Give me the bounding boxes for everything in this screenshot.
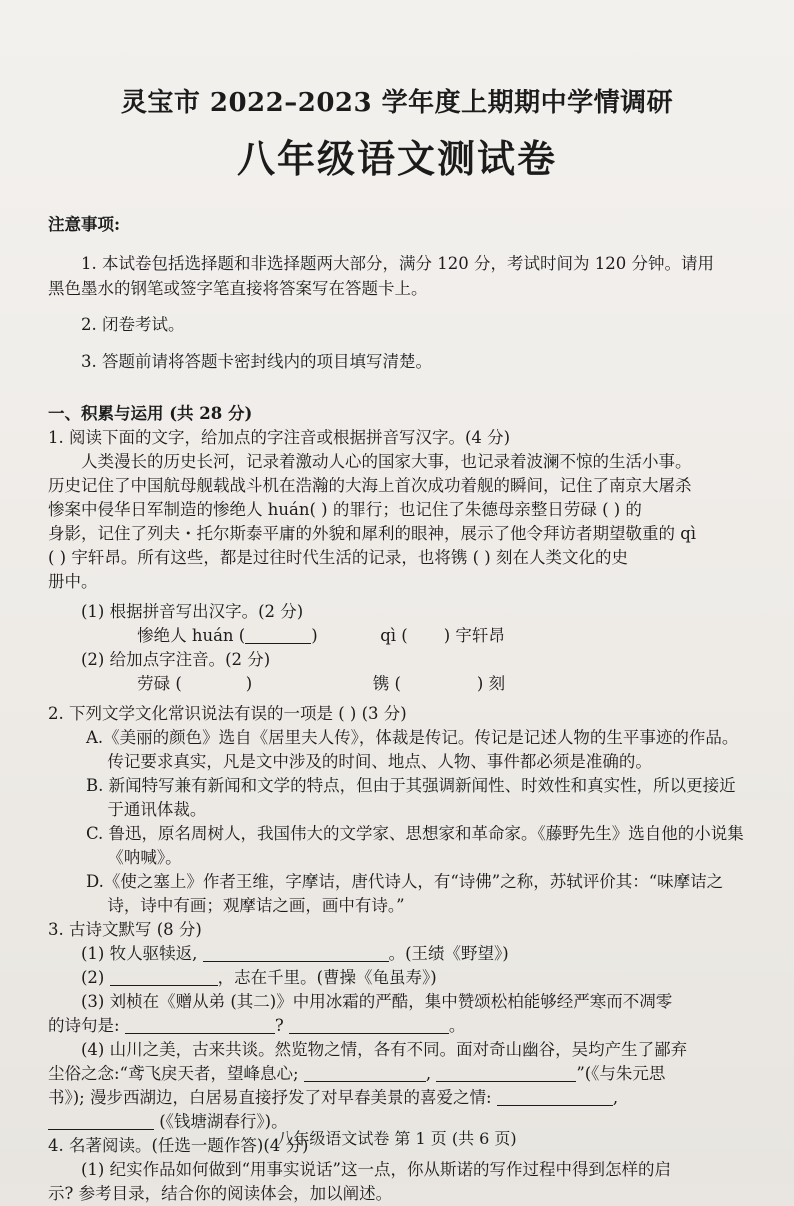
q2-stem: 2. 下列文学文化常识说法有误的一项是 ( ) (3 分) — [48, 704, 407, 723]
q1-stem: 1. 阅读下面的文字，给加点的字注音或根据拼音写汉字。(4 分) — [48, 428, 511, 447]
q1-passage-line: 惨案中侵华日军制造的惨绝人 huán( ) 的罪行；也记住了朱德母亲整日劳碌 ( ) 的 — [48, 500, 642, 519]
q1-sub2-a-label: 劳碌 ( — [137, 674, 182, 693]
q3-l1-text: (1) 牧人驱犊返, — [81, 944, 198, 963]
q1-passage-line: 人类漫长的历史长河，记录着激动人心的国家大事，也记录着波澜不惊的生活小事。 — [81, 452, 692, 471]
q2-option-a[interactable]: A.《美丽的颜色》选自《居里夫人传》，体裁是传记。传记是记述人物的生平事迹的作品。传记要求真实，凡是文中涉及的时间、地点、人物、事件都必须是准确的。 — [85, 728, 739, 771]
q3-line4c — [48, 1086, 746, 1110]
q3-line3b — [48, 1014, 746, 1038]
q2-option-b[interactable]: B. 新闻特写兼有新闻和文学的特点，但由于其强调新闻性、时效性和真实性，所以更接近于通讯体裁。 — [85, 776, 736, 819]
q3-l4-text2: 书》); 漫步西湖边，白居易直接抒发了对早春美景的喜爱之情: — [48, 1088, 492, 1107]
q3-line3a: (3) 刘桢在《赠从弟 (其二)》中用冰霜的严酷，集中赞颂松柏能够经严寒而不凋零 — [81, 992, 673, 1011]
q1-passage-line: 册中。 — [48, 572, 98, 591]
exam-content — [48, 213, 746, 1206]
q1-sub2-b-end: ) 刻 — [476, 674, 506, 693]
q3-line1 — [48, 942, 746, 966]
q3-l4-comma: , — [425, 1064, 432, 1083]
q3-l3-blank2[interactable] — [289, 1015, 449, 1034]
q1-sub1-answers — [48, 624, 746, 648]
q3-l2-blank[interactable] — [110, 967, 218, 986]
q3-line2 — [48, 966, 746, 990]
notes-item-1b: 黑色墨水的钢笔或签字笔直接将答案写在答题卡上。 — [48, 279, 428, 298]
notes-item-1a: 1. 本试卷包括选择题和非选择题两大部分，满分 120 分，考试时间为 120 分钟。请用 — [81, 254, 714, 273]
q3-l3-blank1[interactable] — [125, 1015, 275, 1034]
q3-l1-blank[interactable] — [203, 943, 389, 962]
q1-sub1-a-blank[interactable] — [245, 625, 311, 644]
q3-l3-label: 的诗句是: — [48, 1016, 120, 1035]
q3-l1-source: 。(王绩《野望》) — [388, 944, 509, 963]
q3-stem: 3. 古诗文默写 (8 分) — [48, 920, 202, 939]
notes-heading: 注意事项: — [48, 215, 121, 234]
q1-sub2-stem: (2) 给加点字注音。(2 分) — [81, 650, 271, 669]
q2-option-c[interactable]: C. 鲁迅，原名周树人，我国伟大的文学家、思想家和革命家。《藤野先生》选自他的小说集《呐喊》。 — [85, 824, 744, 867]
q1-sub2-a-end: ) — [245, 674, 253, 693]
q3-l4-source2: (《钱塘湖春行》)。 — [159, 1112, 288, 1131]
q1-sub2-answers — [48, 672, 746, 696]
q3-line4b — [48, 1062, 746, 1086]
q1-sub1-b-label: qì ( — [380, 626, 408, 645]
q1-sub2-b-label: 镌 ( — [372, 674, 401, 693]
q1-passage-line: 身影，记住了列夫・托尔斯泰平庸的外貌和犀利的眼神，展示了他令拜访者期望敬重的 qì — [48, 524, 697, 543]
notes-item-2: 2. 闭卷考试。 — [81, 315, 185, 334]
q1-sub1-a-end: ) — [311, 626, 318, 645]
q1-sub1-stem: (1) 根据拼音写出汉字。(2 分) — [81, 602, 304, 621]
q4-sub1-b: 示? 参考目录，结合你的阅读体会，加以阐述。 — [48, 1184, 393, 1203]
q3-l3-end: 。 — [448, 1016, 466, 1035]
q1-passage-line: ( ) 宇轩昂。所有这些，都是过往时代生活的记录，也将镌 ( ) 刻在人类文化的史 — [48, 548, 628, 567]
q3-l2-num: (2) — [81, 968, 105, 987]
q3-l4-text: 尘俗之念:“鸢飞戾天者，望峰息心; — [48, 1064, 299, 1083]
exam-title-line1: 灵宝市 2022–2023 学年度上期期中学情调研 — [120, 88, 674, 118]
q3-l4-comma2: , — [612, 1088, 619, 1107]
q1-sub1-a-label: 惨绝人 huán ( — [137, 626, 246, 645]
q1-passage-line: 历史记住了中国航母舰载战斗机在浩瀚的大海上首次成功着舰的瞬间，记住了南京大屠杀 — [48, 476, 692, 495]
q4-sub1-a: (1) 纪实作品如何做到“用事实说话”这一点，你从斯诺的写作过程中得到怎样的启 — [81, 1160, 671, 1179]
q4-stem: 4. 名著阅读。(任选一题作答)(4 分) — [48, 1136, 309, 1155]
section1-heading: 一、积累与运用 (共 28 分) — [48, 404, 253, 423]
q3-l4-blank3[interactable] — [497, 1087, 613, 1106]
q1-sub1-b-end: ) 宇轩昂 — [443, 626, 505, 645]
exam-title-line2: 八年级语文测试卷 — [236, 136, 557, 181]
q3-l4-blank2[interactable] — [436, 1063, 576, 1082]
notes-item-3: 3. 答题前请将答题卡密封线内的项目填写清楚。 — [81, 352, 432, 371]
q3-line4a: (4) 山川之美，古来共谈。然览物之情，各有不同。面对奇山幽谷，吴均产生了鄙弃 — [81, 1040, 688, 1059]
q3-l2-text: ，志在千里。(曹操《龟虽寿》) — [217, 968, 437, 987]
page-footer: 八年级语文试卷 第 1 页 (共 6 页) — [277, 1129, 517, 1148]
q3-l4-source: ”(《与朱元思 — [576, 1064, 666, 1083]
q3-l3-mark: ? — [274, 1016, 284, 1035]
q3-l4-blank1[interactable] — [304, 1063, 426, 1082]
q2-option-d[interactable]: D.《使之塞上》作者王维，字摩诘，唐代诗人，有“诗佛”之称，苏轼评价其：“味摩诘之诗，诗中有画；观摩诘之画，画中有诗。” — [85, 872, 724, 915]
